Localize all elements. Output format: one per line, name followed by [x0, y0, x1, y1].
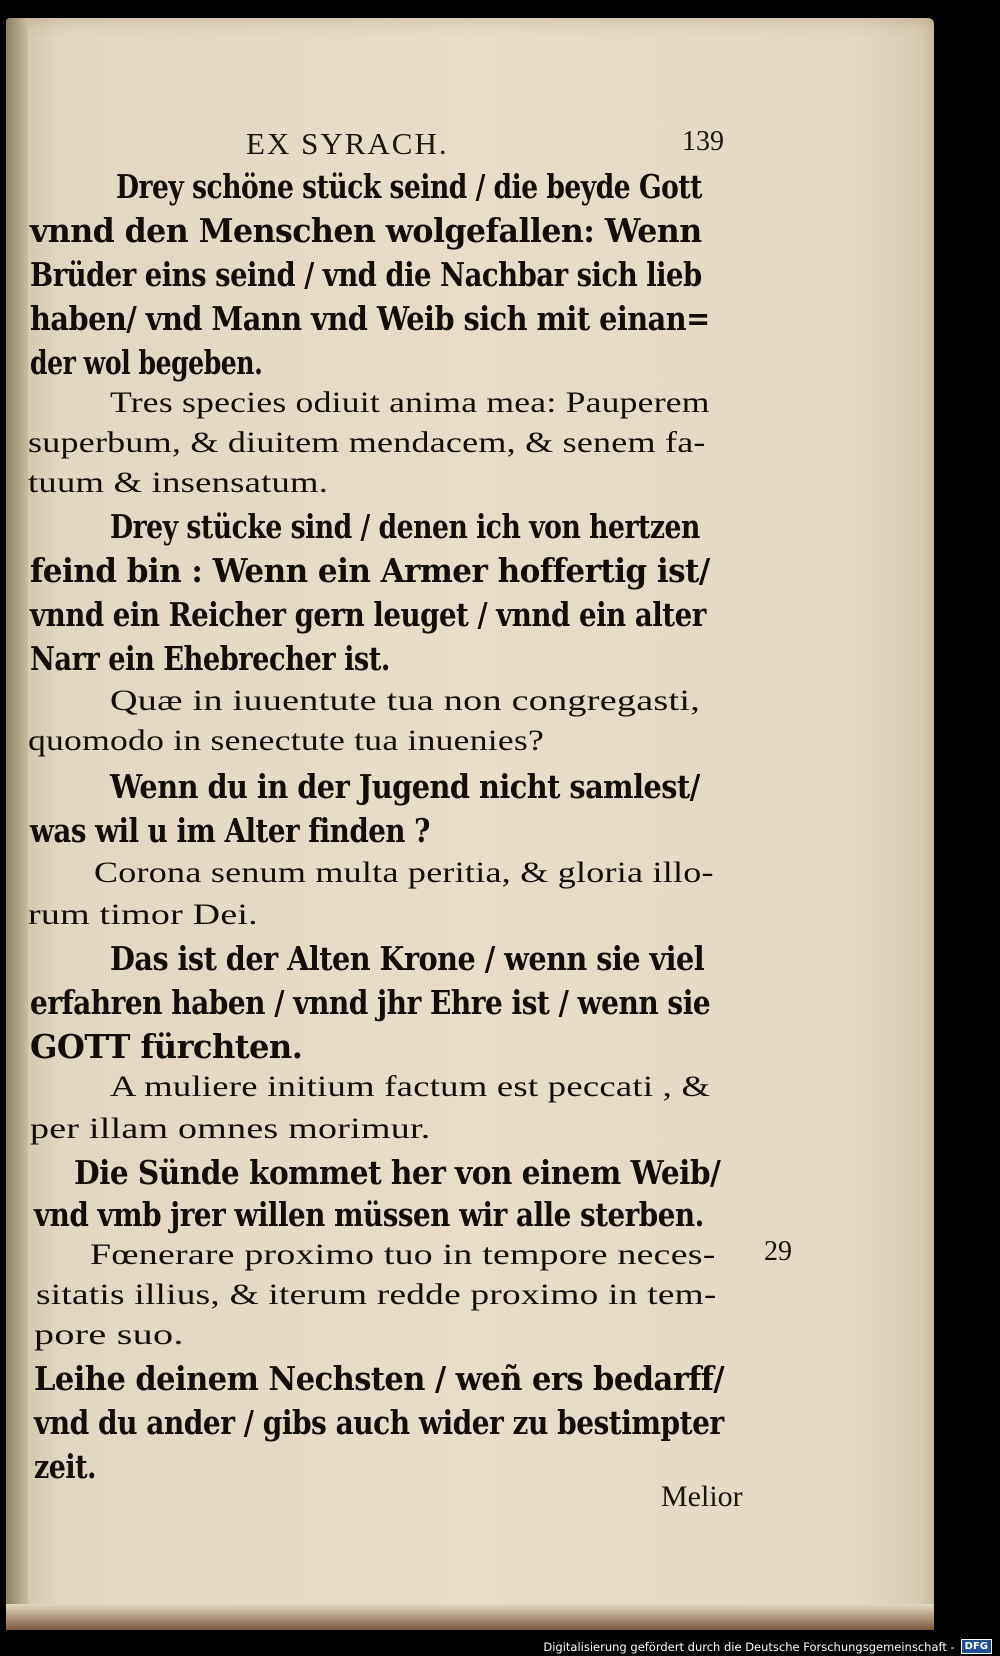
- text-line: erfahren haben / vnnd jhr Ehre ist / wenn sie: [30, 983, 711, 1022]
- book-page: [6, 18, 934, 1630]
- text-line: sitatis illius, & iterum redde proximo in tem-: [36, 1278, 717, 1311]
- text-line: der wol begeben.: [30, 343, 263, 382]
- text-line: Quæ in iuuentute tua non congregasti,: [110, 684, 701, 717]
- text-line: vnd vmb jrer willen müssen wir alle sterben.: [34, 1195, 704, 1234]
- text-line: per illam omnes morimur.: [30, 1112, 431, 1145]
- text-line: A muliere initium factum est peccati , &: [110, 1070, 711, 1103]
- text-line: Corona senum multa peritia, & gloria illo-: [94, 856, 714, 889]
- text-line: haben/ vnd Mann vnd Weib sich mit einan=: [30, 299, 710, 338]
- text-line: superbum, & diuitem mendacem, & senem fa-: [28, 426, 706, 459]
- text-line: rum timor Dei.: [28, 898, 258, 931]
- funding-notice: Digitalisierung gefördert durch die Deutsche Forschungsgemeinschaft -: [543, 1639, 955, 1654]
- text-line: Fœnerare proximo tuo in tempore neces-: [90, 1238, 716, 1271]
- text-line: tuum & insensatum.: [28, 466, 329, 499]
- text-line: zeit.: [34, 1447, 97, 1486]
- dfg-logo: DFG: [961, 1639, 992, 1654]
- text-line: Tres species odiuit anima mea: Pauperem: [110, 386, 710, 419]
- page-header: [6, 126, 934, 166]
- page-bottom-edge: [6, 1604, 934, 1630]
- catchword: Melior: [661, 1480, 743, 1513]
- text-line: pore suo.: [34, 1318, 184, 1351]
- text-line: quomodo in senectute tua inuenies?: [28, 724, 545, 757]
- text-line: Drey stücke sind / denen ich von hertzen: [110, 507, 700, 546]
- text-line: Die Sünde kommet her von einem Weib/: [74, 1153, 721, 1192]
- page-number: 139: [682, 126, 724, 157]
- text-line: Wenn du in der Jugend nicht samlest/: [110, 767, 700, 806]
- text-line: Narr ein Ehebrecher ist.: [30, 639, 390, 678]
- text-line: vnnd ein Reicher gern leuget / vnnd ein alter: [30, 595, 706, 634]
- text-line: vnnd den Menschen wolgefallen: Wenn: [30, 211, 702, 250]
- text-line: was wil u im Alter finden ?: [30, 811, 430, 850]
- text-line: vnd du ander / gibs auch wider zu bestimpter: [34, 1403, 724, 1442]
- text-line: Leihe deinem Nechsten / weñ ers bedarff/: [34, 1359, 724, 1398]
- text-line: Das ist der Alten Krone / wenn sie viel: [110, 939, 705, 978]
- margin-verse-number: 29: [764, 1236, 792, 1267]
- digitization-footer: [543, 1639, 992, 1654]
- page-binding-edge: [6, 18, 28, 1630]
- text-line: Brüder eins seind / vnd die Nachbar sich lieb: [30, 255, 702, 294]
- text-line: Drey schöne stück seind / die beyde Gott: [116, 167, 702, 206]
- text-line: feind bin : Wenn ein Armer hoffertig ist/: [30, 551, 710, 590]
- text-line: GOTT fürchten.: [30, 1027, 303, 1066]
- running-title: EX SYRACH.: [246, 126, 449, 161]
